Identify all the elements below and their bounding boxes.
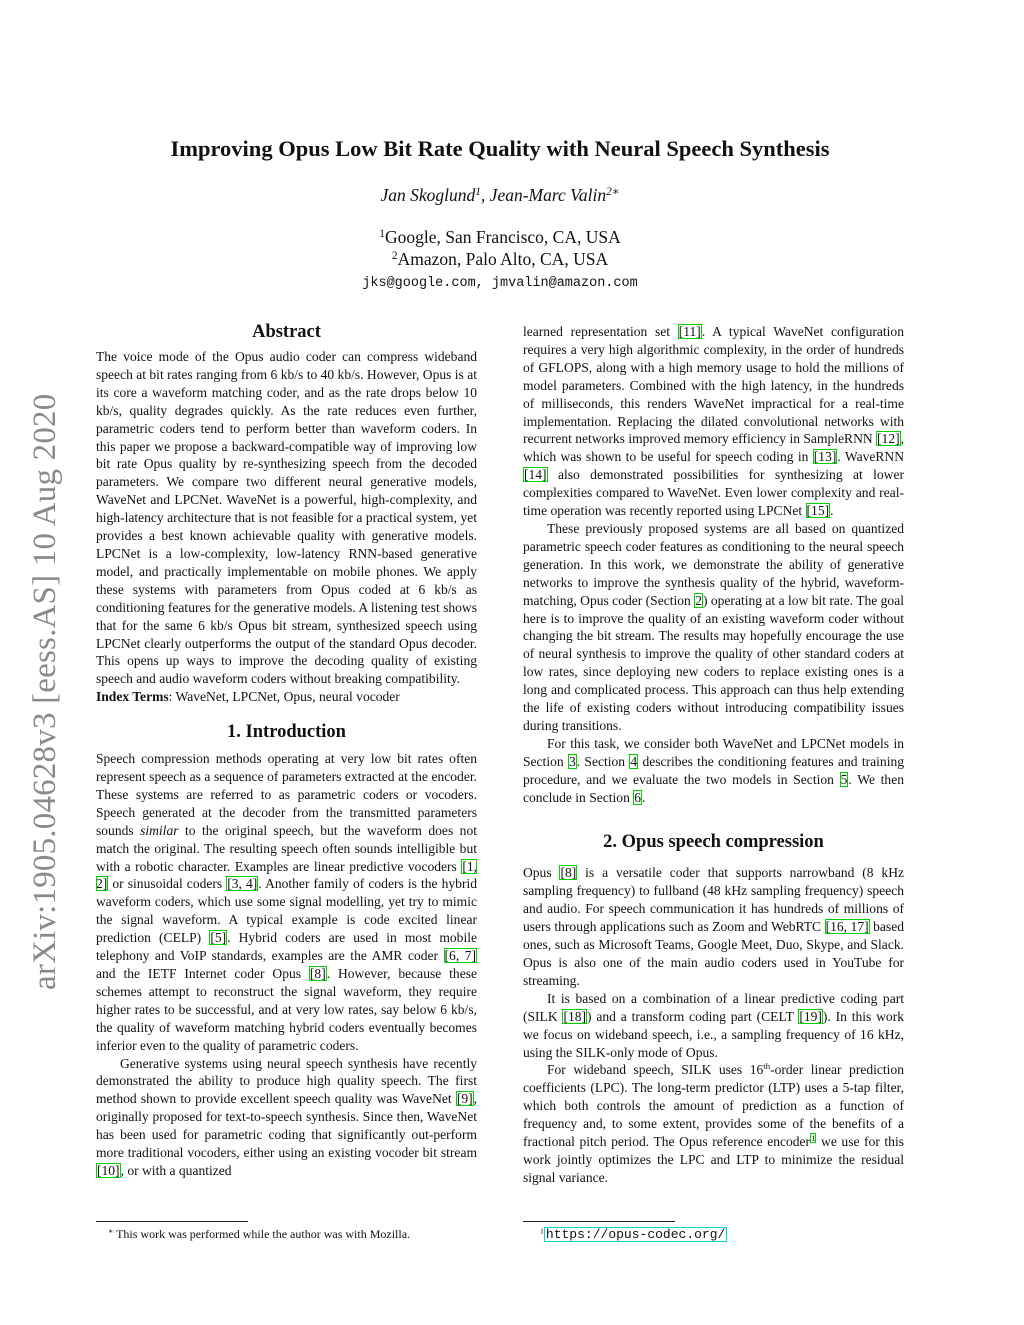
left-column	[96, 320, 477, 1180]
abstract-heading: Abstract	[252, 322, 321, 342]
citation-link[interactable]: [8]	[309, 966, 326, 981]
intro-paragraph-1: Speech compression methods operating at very low bit rates often represent speech as a sequence of parameters extracted at the encoder. These systems are referred to as parametric coders or vocoders. Speech generated at the decoder from the transmitted parameters sounds similar to the original speech, but the waveform does not match the original. The resulting speech often sounds intelligible but with a robotic character. Examples are linear predictive vocoders [1, 2] or sinusoidal coders [3, 4]. Another family of coders is the hybrid waveform coders, which use some signal modelling, yet try to mimic the signal waveform. A typical example is code excited linear prediction (CELP) [5]. Hybrid coders are used in most mobile telephony and VoIP standards, examples are the AMR coder [6, 7] and the IETF Internet coder Opus [8]. However, because these schemes attempt to reconstruct the signal waveform, they require higher rates to be successful, and at very low rates, say below 6 kb/s, the quality of waveform matching hybrid coders eventually becomes inferior even to the quality of parametric coders.	[96, 751, 477, 1053]
intro-paragraph-2-continued: learned representation set [11]. A typical WaveNet configuration requires a very high algorithmic complexity, in the order of hundreds of GFLOPS, along with a high memory usage to hold the millions of model parameters. Combined with the high latency, in the hundreds of milliseconds, this renders WaveNet impractical for a real-time implementation. Replacing the dilated convolutional networks with recurrent networks improved memory efficiency in SampleRNN [12], which was shown to be useful for speech coding in [13]. WaveRNN [14] also demonstrated possibilities for synthesizing at lower complexities compared to WaveNet. Even lower complexity and real-time operation was recently reported using LPCNet [15].	[523, 324, 904, 519]
footnote-rule	[96, 1221, 248, 1222]
intro-paragraph-2: Generative systems using neural speech synthesis have recently demonstrated the ability to produce high quality speech. The first method shown to provide excellent speech quality was WaveNet [9], originally proposed for text-to-speech synthesis. Since then, WaveNet has been used for parametric coding that significantly out-perform more traditional vocoders, either using an existing vocoder bit stream [10], or with a quantized	[96, 1055, 477, 1178]
citation-link[interactable]: [15]	[806, 503, 830, 519]
section-heading-introduction: 1. Introduction	[227, 722, 346, 743]
section-link[interactable]: 6	[634, 789, 642, 805]
opus-paragraph-1: Opus [8] is a versatile coder that supports narrowband (8 kHz sampling frequency) to fullband (48 kHz sampling frequency) speech and audio. For speech communication it has hundreds of millions of users through applications such as Zoom and WebRTC [16, 17] based ones, such as Microsoft Teams, Google Meet, Duo, Skype, and Slack. Opus is also one of the main audio coders used in YouTube for streaming.	[523, 865, 904, 988]
citation-link[interactable]: [13]	[813, 449, 837, 465]
section-link[interactable]: 3	[568, 753, 576, 769]
footnote-left: ∗ This work was performed while the author was with Mozilla.	[108, 1226, 411, 1241]
citation-link[interactable]: [14]	[524, 467, 547, 483]
opus-paragraph-2: It is based on a combination of a linear predictive coding part (SILK [18]) and a transform coding part (CELT [19]). In this work we focus on wideband speech, i.e., a sampling frequency of 16 kHz, using the SILK-only mode of Opus.	[523, 990, 904, 1060]
footnote-link[interactable]: 1	[811, 1133, 816, 1144]
footnote-right: $^1$ https://opus-codec.org/	[540, 1226, 726, 1242]
footnote-rule	[523, 1221, 675, 1222]
section-heading-opus: 2. Opus speech compression	[603, 832, 824, 853]
abstract-body: The voice mode of the Opus audio coder can compress wideband speech at bit rates ranging from 6 kb/s to 40 kb/s. However, Opus is at its core a waveform matching coder, and as the rate drops below 10 kb/s, quality degrades quickly. As the rate reduces even further, parametric coders tend to perform better than waveform coders. In this paper we propose a backward-compatible way of improving low bit rate Opus quality by re-synthesizing speech from the decoded parameters. We compare two different neural generative models, WaveNet and LPCNet. WaveNet is a powerful, high-complexity, and high-latency architecture that is not feasible for a practical system, yet provides a best known achievable quality with generative models. LPCNet is a low-complexity, low-latency RNN-based generative model, and practically implementable on mobile phones. We apply these systems with parameters from Opus coded at 6 kb/s as conditioning features for the generative models. A listening test shows that for the same 6 kb/s Opus bit stream, synthesized speech using LPCNet clearly outperforms the output of the standard Opus decoder. This opens up ways to improve the decoding quality of existing speech and audio waveform coders without breaking compatibility.	[96, 349, 477, 687]
citation-link[interactable]: [11]	[678, 324, 701, 339]
right-column	[523, 323, 904, 1187]
citation-link[interactable]: [9]	[456, 1091, 473, 1107]
author-line: Jan Skoglund$^1$, Jean-Marc Valin$^{2∗}$	[380, 185, 620, 205]
affiliation: $^2$Amazon, Palo Alto, CA, USA	[391, 249, 609, 269]
citation-link[interactable]: [18]	[563, 1008, 587, 1024]
section-link[interactable]: 5	[840, 771, 848, 787]
citation-link[interactable]: [6, 7]	[444, 948, 476, 964]
citation-link[interactable]: [10]	[97, 1162, 120, 1178]
citation-link[interactable]: [5]	[210, 930, 227, 946]
arxiv-identifier-stamp: arXiv:1905.04628v3 [eess.AS] 10 Aug 2020	[27, 393, 63, 990]
citation-link[interactable]: [3, 4]	[227, 876, 258, 892]
affiliation: $^1$Google, San Francisco, CA, USA	[379, 227, 621, 247]
citation-link[interactable]: [1, 2]	[96, 858, 477, 892]
citation-link[interactable]: [12]	[877, 431, 900, 447]
author-name: Jan Skoglund	[380, 185, 476, 205]
citation-link[interactable]: [16, 17]	[825, 919, 869, 935]
affiliation-mark: 1	[475, 185, 481, 198]
intro-paragraph-3: These previously proposed systems are all based on quantized parametric speech coder features as conditioning to the neural speech generation. In this work, we demonstrate the ability of generative networks to improve the synthesis quality of the hybrid, waveform-matching, Opus coder (Section 2) operating at a low bit rate. The goal here is to improve the quality of an existing waveform coder without changing the bit stream. The results may hopefully encourage the use of neural synthesis to improve the quality of other standard coders at low rates, since deploying new coders to replace existing ones is a long and complicated process. This approach can thus help extending the life of existing coders without introducing compatibility issues during transitions.	[523, 520, 904, 733]
citation-link[interactable]: [8]	[560, 865, 577, 881]
index-terms: Index Terms: WaveNet, LPCNet, Opus, neural vocoder	[96, 689, 400, 705]
intro-paragraph-4: For this task, we consider both WaveNet and LPCNet models in Section 3. Section 4 describes the conditioning features and training procedure, and we evaluate the two models in Section 5. We then conclude in Section 6.	[523, 735, 904, 805]
author-emails: jks@google.com, jmvalin@amazon.com	[362, 276, 638, 291]
opus-url-link[interactable]: https://opus-codec.org/	[545, 1227, 726, 1242]
author-name: Jean-Marc Valin	[489, 185, 607, 205]
section-link[interactable]: 2	[695, 592, 702, 608]
affiliation-mark: 2∗	[606, 185, 620, 198]
citation-link[interactable]: [19]	[799, 1008, 822, 1024]
opus-paragraph-3: For wideband speech, SILK uses 16th-order linear prediction coefficients (LPC). The long-term predictor (LTP) uses a 5-tap filter, which both controls the amount of prediction as a function of frequency and, to some extent, provides some of the benefits of a fractional pitch period. The Opus reference encoder$^1$ we use for this work jointly optimizes the LPC and LTP to minimize the residual signal variance.	[523, 1061, 904, 1185]
paper-title: Improving Opus Low Bit Rate Quality with Neural Speech Synthesis	[170, 136, 830, 161]
section-link[interactable]: 4	[630, 753, 638, 769]
